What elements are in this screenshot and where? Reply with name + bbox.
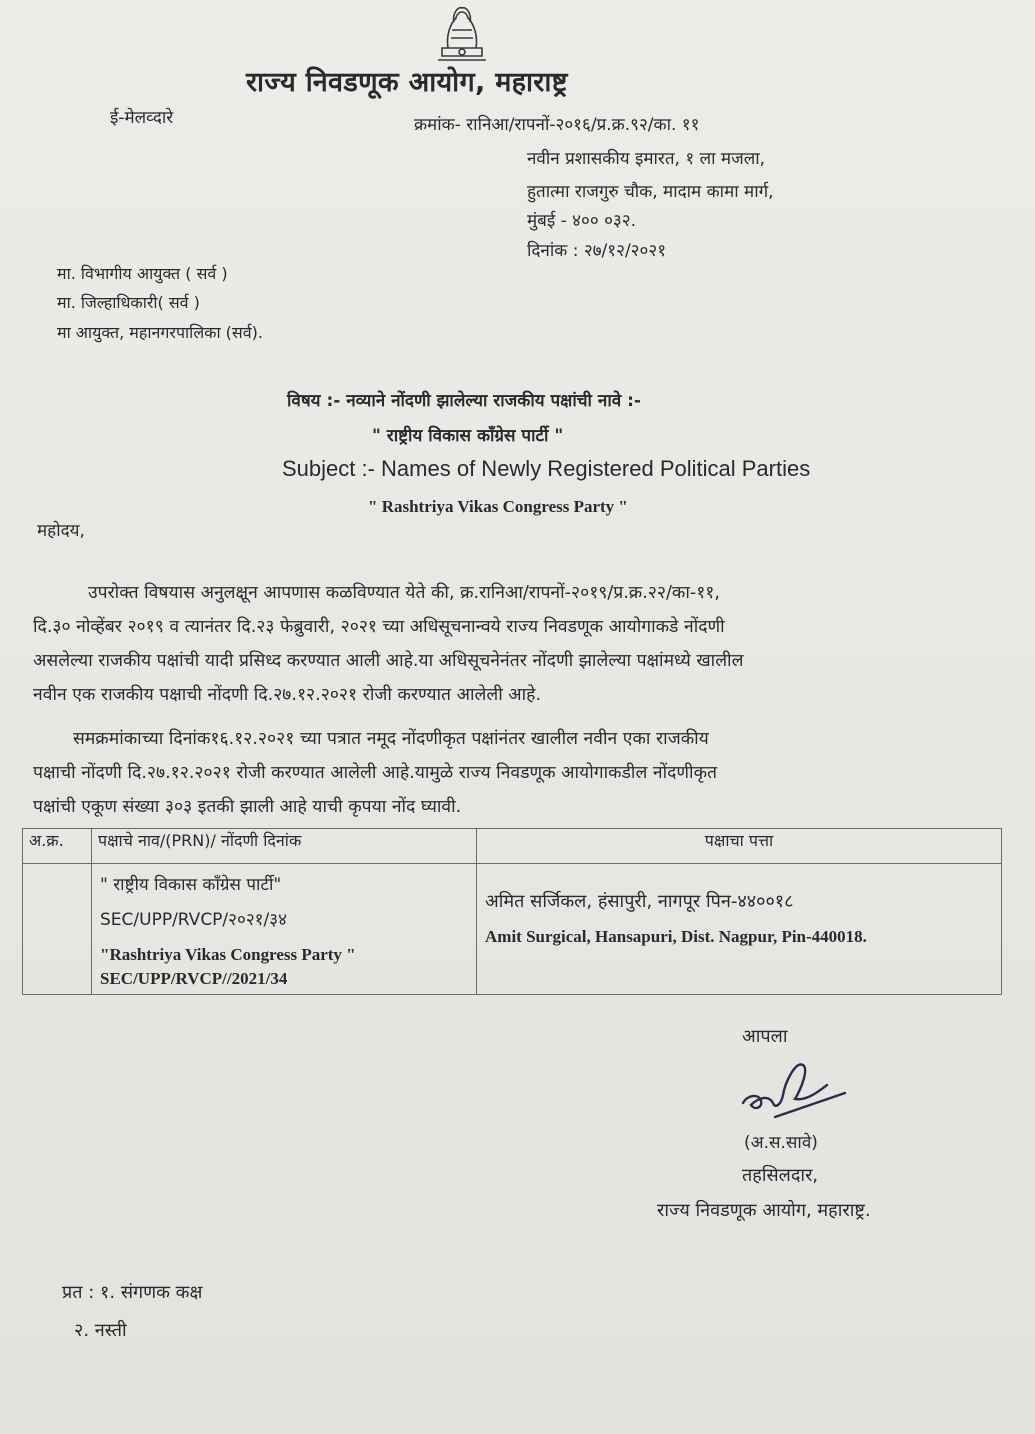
header-serial: अ.क्र. [23,829,92,864]
paragraph-2-line: समक्रमांकाच्या दिनांक१६.१२.२०२१ च्या पत्रात नमूद नोंदणीकृत पक्षांनंतर खालील नवीन एका राजकीय [73,729,709,749]
recipient-3: मा आयुक्त, महानगरपालिका (सर्व). [57,323,263,342]
handwritten-signature [735,1055,850,1135]
header-party-address: पक्षाचा पत्ता [477,829,1002,864]
reference-number: क्रमांक- रानिआ/रापनों-२०१६/प्र.क्र.९२/का. ११ [414,115,700,135]
closing: आपला [742,1026,788,1047]
state-emblem-icon [428,0,496,62]
address-english: Amit Surgical, Hansapuri, Dist. Nagpur, Pin-440018. [485,927,867,946]
paragraph-2-line: पक्षाची नोंदणी दि.२७.१२.२०२१ रोजी करण्यात आलेली आहे.यामुळे राज्य निवडणूक आयोगाकडील नोंदणीकृत [33,763,718,783]
party-prn-marathi: SEC/UPP/RVCP/२०२१/३४ [100,910,287,930]
delivery-mode: ई-मेलव्दारे [110,108,174,128]
recipient-1: मा. विभागीय आयुक्त ( सर्व ) [57,264,228,283]
party-prn-english: SEC/UPP/RVCP//2021/34 [100,969,288,988]
address-line-1: नवीन प्रशासकीय इमारत, १ ला मजला, [527,149,766,169]
party-name-marathi: " राष्ट्रीय विकास कॉंग्रेस पार्टी" [100,875,282,895]
address-line-2: हुतात्मा राजगुरु चौक, मादाम कामा मार्ग, [527,182,774,202]
table-row [23,864,1002,995]
table-header-row [23,829,1002,864]
party-name-english: "Rashtriya Vikas Congress Party " [100,945,356,964]
signatory-name: (अ.स.सावे) [744,1133,818,1153]
address-line-3: मुंबई - ४०० ०३२. [527,211,637,231]
recipient-2: मा. जिल्हाधिकारी( सर्व ) [57,293,200,312]
paragraph-1-line: उपरोक्त विषयास अनुलक्षून आपणास कळविण्यात येते की, क्र.रानिआ/रापनों-२०१९/प्र.क्र.२२/का-११, [88,583,720,603]
paragraph-1 [33,576,1003,712]
paragraph-1-line: असलेल्या राजकीय पक्षांची यादी प्रसिध्द करण्यात आली आहे.या अधिसूचनेनंतर नोंदणी झालेल्या पक्षांमध्ये खालील [33,651,744,671]
paragraph-2 [33,722,1003,824]
party-table [22,828,1002,995]
signatory-designation: तहसिलदार, [742,1165,819,1186]
subject-marathi: विषय :- नव्याने नोंदणी झालेल्या राजकीय पक्षांची नावे :- [287,391,641,411]
paragraph-2-line: पक्षांची एकूण संख्या ३०३ इतकी झाली आहे याची कृपया नोंद घ्यावी. [33,797,462,817]
paragraph-1-line: दि.३० नोव्हेंबर २०१९ व त्यानंतर दि.२३ फेब्रुवारी, २०२१ च्या अधिसूचनान्वये राज्य निवडणूक आयोगाकडे नोंदणी [33,617,725,637]
address-marathi: अमित सर्जिकल, हंसापुरी, नागपूर पिन-४४००१८ [485,891,794,912]
signatory-office: राज्य निवडणूक आयोग, महाराष्ट्र. [657,1200,871,1221]
letter-date: दिनांक : २७/१२/२०२१ [527,241,667,261]
issuer-title: राज्य निवडणूक आयोग, महाराष्ट्र [246,67,568,98]
copy-to-2: २. नस्ती [74,1320,127,1341]
copy-to-1: प्रत : १. संगणक कक्ष [62,1282,203,1303]
cell-serial [23,864,92,995]
subject-marathi-party: " राष्ट्रीय विकास कॉंग्रेस पार्टी " [372,426,564,446]
paragraph-1-line: नवीन एक राजकीय पक्षाची नोंदणी दि.२७.१२.२०२१ रोजी करण्यात आलेली आहे. [33,685,542,705]
header-party-name: पक्षाचे नाव/(PRN)/ नोंदणी दिनांक [92,829,477,864]
salutation: महोदय, [37,521,85,541]
subject-english: Subject :- Names of Newly Registered Political Parties [282,456,811,481]
subject-english-party: " Rashtriya Vikas Congress Party " [368,497,628,516]
cell-party-name [92,864,477,995]
cell-party-address [477,864,1002,995]
